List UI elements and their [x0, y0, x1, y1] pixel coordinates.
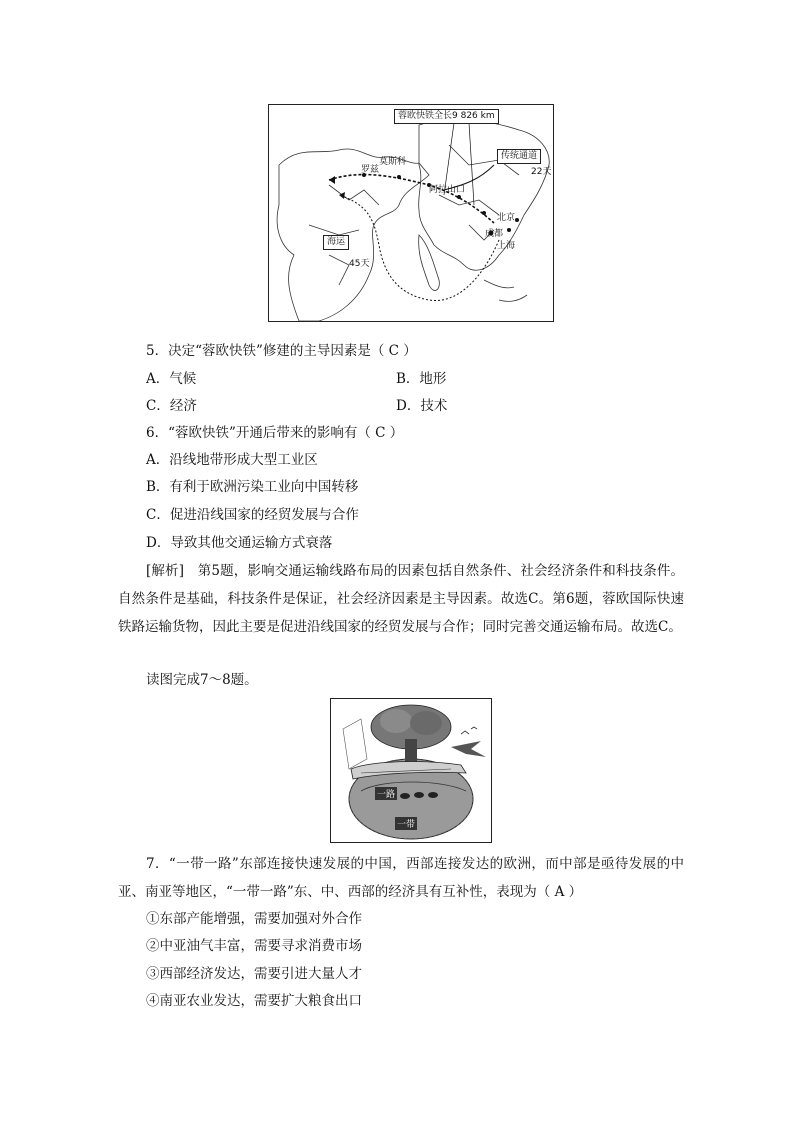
- q5-option-b: B．地形: [396, 371, 447, 387]
- map-label-moscow: 莫斯科: [379, 157, 407, 167]
- analysis-text: 第5题，影响交通运输线路布局的因素包括自然条件、社会经济条件和科技条件。自然条件是基础，科技条件是保证，社会经济因素是主导因素。故选C。第6题，蓉欧国际快速铁路运输货物，因此主要是促进沿线国家的经贸发展与合作；同时完善交通运输布局。故选C。: [118, 563, 684, 635]
- belt-road-label-belt: 一带: [395, 817, 417, 830]
- map-label-shanghai: 上海: [497, 241, 516, 251]
- map-label-chengdu: 成都: [485, 229, 504, 239]
- q6-option-a: A．沿线地带形成大型工业区: [146, 452, 318, 468]
- map-label-sea-transport: 海运: [323, 235, 349, 250]
- q7-stem: 7．“一带一路”东部连接快速发展的中国，西部连接发达的欧洲，而中部是亟待发展的中亚、南亚等地区，“一带一路”东、中、西部的经济具有互补性，表现为（ A ）: [118, 856, 684, 900]
- q5-option-c: C．经济: [146, 398, 197, 414]
- map-label-22-days: 22天: [531, 167, 552, 177]
- q6-option-c: C．促进沿线国家的经贸发展与合作: [146, 507, 359, 523]
- q7-option-4: ④南亚农业发达，需要扩大粮食出口: [146, 993, 362, 1009]
- belt-road-figure: [330, 698, 492, 843]
- q7-option-3: ③西部经济发达，需要引进大量人才: [146, 966, 362, 982]
- q5-option-d: D．技术: [396, 398, 448, 414]
- q5-stem: 5．决定“蓉欧快铁”修建的主导因素是（ C ）: [146, 343, 417, 359]
- q7-option-1: ①东部产能增强，需要加强对外合作: [146, 911, 362, 927]
- map-label-45-days: 45天: [349, 259, 370, 269]
- route-map-figure: [268, 104, 554, 322]
- analysis-paragraph: [118, 557, 684, 641]
- map-label-beijing: 北京: [497, 213, 516, 223]
- map-label-alashankou: 阿拉山口: [429, 185, 466, 195]
- q6-option-b: B．有利于欧洲污染工业向中国转移: [146, 479, 359, 495]
- q5-option-a: A．气候: [146, 371, 197, 387]
- analysis-tag: [解析]: [146, 563, 184, 579]
- belt-road-label-road: 一路: [375, 787, 397, 800]
- map-label-total-length: 蓉欧快铁全长9 826 km: [394, 109, 499, 124]
- q6-option-d: D．导致其他交通运输方式衰落: [146, 535, 333, 551]
- q6-stem: 6．“蓉欧快铁”开通后带来的影响有（ C ）: [146, 425, 404, 441]
- instruction-text: 读图完成7～8题。: [146, 672, 258, 688]
- map-label-traditional-channel: 传统通道: [497, 149, 541, 164]
- map-label-lodz: 罗兹: [361, 165, 380, 175]
- q7-option-2: ②中亚油气丰富，需要寻求消费市场: [146, 938, 362, 954]
